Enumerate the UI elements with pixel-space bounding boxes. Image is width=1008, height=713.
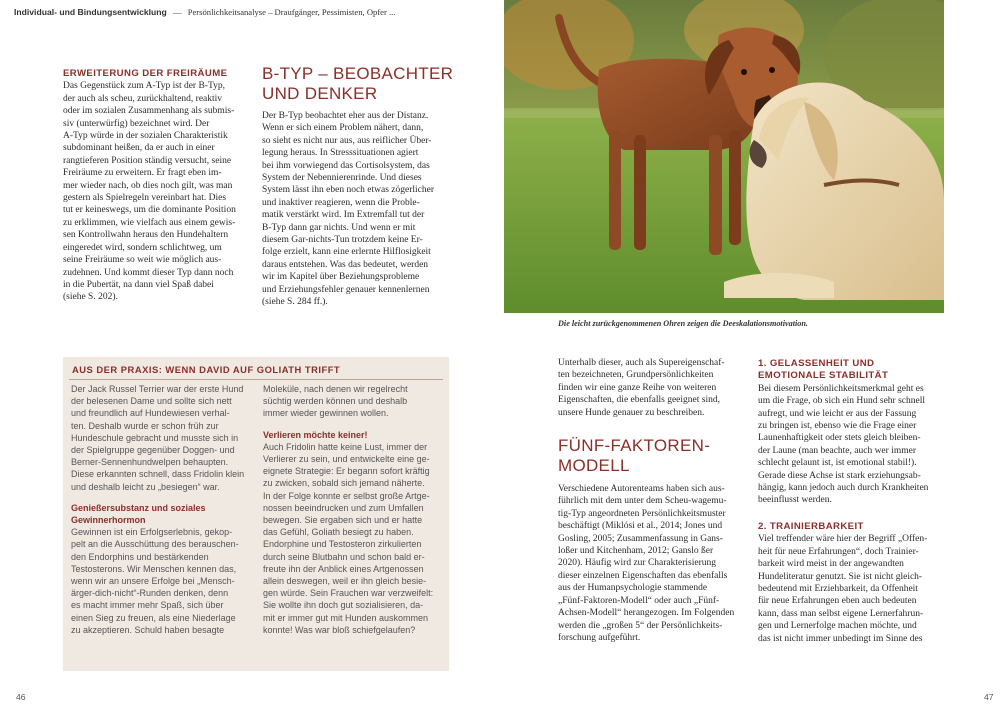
text-line: für neue Erfahrungen eben auch bedeuten [758,596,917,607]
text-line: und deshalb leicht zu „besiegen“ war. [71,481,220,492]
text-line: dieser einzelnen Eigenschaften das ebenfalls [558,570,728,581]
text-line: süchtig werden können und deshalb [263,396,408,407]
column-b-typ [262,64,454,309]
text-line: Bei diesem Persönlichkeitsmerkmal geht es [758,383,924,394]
praxis-box [63,357,449,671]
heading-gelassenheit-2: EMOTIONALE STABILITÄT [758,370,889,382]
text-line: so sieht es nicht nur aus, aus reiflicher Über- [262,135,432,146]
text-line: der auch als scheu, zurückhaltend, reaktiv [63,93,223,104]
praxis-box-intro [71,383,261,493]
text-line: matik verstärkt wird. Im Extremfall tut der [262,210,425,221]
text-line: gestern als Spielregeln vereinbart hat. Dies [63,193,227,204]
text-line: bedeutend mit Erziehbarkeit, da Offenheit [758,583,918,594]
text-line: pelt an die Ausschüttung des berauschen- [71,539,239,550]
text-line: schlecht gelaunt ist, ist emotional stabil!). [758,458,917,469]
text-line: bei ihm vorwiegend das Cortisolsystem, das [262,160,430,171]
body-freiraeume [63,80,253,303]
text-line: führlich mit dem unter dem Scheu-wagemu- [558,496,727,507]
text-line: Wenn er sich einem Problem nähert, dann, [262,123,424,134]
text-line: Gerade diese Achse ist stark erziehungsab- [758,470,921,481]
text-line: Diese erkannten schnell, dass Fridolin klein [71,469,245,480]
praxis-box-title: AUS DER PRAXIS: WENN DAVID AUF GOLIATH TRIFFT [72,364,341,375]
text-line: ten bezeichneten, Grundpersönlichkeiten [558,370,714,381]
column-freiraeume [63,68,253,304]
text-line: „Fünf-Faktoren-Modell“ oder auch „Fünf- [558,595,720,606]
body-b-typ [262,110,454,309]
text-line: heit für neue Erfahrungen“, doch Trainier- [758,546,919,557]
text-line: zu bringen ist, ebenso wie die Frage einer [758,421,917,432]
text-line: tig-Typ angeordneten Persönlichkeitsmuster [558,508,726,519]
body-intro [558,357,752,419]
text-line: eingeredet wird, sondern schlichtweg, um [63,242,222,253]
text-line: sen Kontrollwahn heraus den Hundehaltern [63,230,229,241]
heading-b-typ-1: B-TYP – BEOBACHTER [262,64,454,83]
text-line: konnte! Was war bloß schiefgelaufen? [263,624,416,635]
text-line: das Gefühl, Goliath besiegt zu haben. [263,527,414,538]
text-line: legung heraus. In Stresssituationen agiert [262,148,419,159]
text-line: System lässt ihn eben noch etwas zögerlicher [262,185,435,196]
text-line: wir im Kapitel über Beziehungsprobleme [262,272,420,283]
heading-fuenf-faktoren-1: FÜNF-FAKTOREN- [558,436,711,456]
text-line: B-Typ dann gar nichts. Und wenn er mit [262,222,416,233]
text-line: durch seine Blutbahn und schon bald er- [263,551,425,562]
text-line: in die Pubertät, na dann viel Spaß dabei [63,279,214,290]
text-line: (siehe S. 284 ff.). [262,297,328,308]
running-head-dash: — [172,7,182,17]
praxis-box-text-2 [263,383,445,420]
text-line: wenn wir an unsere Erfolge bei „Mensch- [71,576,235,587]
praxis-box-text-3 [263,441,445,636]
text-line: um die Frage, ob sich ein Hund sehr schnell [758,396,926,407]
text-line: immer wieder gewinnen wollen. [263,408,389,419]
text-line: Launenhaftigkeit oder stets gleich bleiben- [758,433,921,444]
text-line: und inaktiver reagieren, wenn die Proble- [262,197,420,208]
text-line: den Endorphins und bestärkenden [71,551,209,562]
text-line: subdominant heißen, da er auch in einer [63,143,215,154]
text-line: Der Jack Russel Terrier war der erste Hund [71,384,244,394]
praxis-box-rule [69,379,443,380]
text-line: Verschiedene Autorenteams haben sich aus- [558,484,725,495]
column-fuenf-faktoren [558,357,752,644]
text-line: A-Typ würde in der sozialen Charakteristik [63,131,228,142]
praxis-box-col1 [71,383,261,636]
text-line: System der Nebennierenrinde. Und dieses [262,173,422,184]
text-line: siv (unterwürfig) bezeichnet wird. Der [63,118,210,129]
text-line: Gosling, 2005; Zusammenfassung in Gans- [558,533,723,544]
dogs-photo [504,0,944,313]
body-fuenf-faktoren [558,483,752,644]
text-line: nossen beeindrucken und zum Umfallen [263,502,424,513]
text-line: tut er keineswegs, um die dominante Position [63,205,236,216]
praxis-box-col2 [263,383,445,636]
text-line: barkeit wird meist in der angewandten [758,559,904,570]
heading-fuenf-faktoren-2: MODELL [558,456,630,476]
text-line: allein deswegen, weil er ihn gleich besie- [263,576,427,587]
text-line: finden wir eine ganze Reihe von weiteren [558,382,717,393]
text-line: beschäftigt (Miklósi et al., 2014; Jones und [558,521,723,532]
text-line: Eigenschaften, die ebenfalls geeignet sind, [558,395,720,406]
page-number-left: 46 [16,692,26,702]
text-line: zu akzeptieren. Schuld haben besagte [71,624,225,635]
text-line: Testosterons. Wir Menschen kennen das, [71,563,237,574]
text-line: Endorphine und Testosteron zirkulierten [263,539,422,550]
body-trainierbarkeit [758,533,948,645]
text-line: Auch Fridolin hatte keine Lust, immer der [263,441,428,452]
text-line: 2020). Häufig wird zur Charakterisierung [558,558,717,569]
text-line: mit er immer gut mit Hunden auskommen [263,612,429,623]
text-line: gen würde. Sein Frauchen war verzweifelt: [263,588,434,599]
text-line: Moleküle, nach denen wir regelrecht [263,384,408,394]
text-line: einen Sieg zu freuen, als eine Niederlage [71,612,236,623]
text-line: ten. Deshalb wurde er schon früh zur [71,420,219,431]
text-line: zudehnen. Und kommt dieser Typ dann noch [63,267,234,278]
running-head [14,7,395,17]
text-line: hängig, kann jedoch auch durch Krankheiten [758,483,929,494]
text-line: beeinflusst werden. [758,495,832,506]
text-line: es macht immer mehr Spaß, sich über [71,600,224,611]
text-line: bewegen. Sie ergaben sich und er hatte [263,515,423,526]
dogs-illustration [504,0,944,313]
text-line: seine Freiräume so weit wie möglich aus- [63,255,222,266]
text-line: Verlierer zu sein, und entwickelte eine ge- [263,454,430,465]
text-line: Achsen-Modell“ herangezogen. Im Folgenden [558,608,735,619]
heading-gelassenheit-1: 1. GELASSENHEIT UND [758,358,875,369]
page-number-right: 47 [984,692,994,702]
text-line: werden die „großen 5“ der Persönlichkeits- [558,620,723,631]
text-line: In der Folge konnte er selbst große Artge- [263,490,430,501]
text-line: diesem Gar-nichts-Tun trotzdem keine Er- [262,235,423,246]
text-line: Der B-Typ beobachtet eher aus der Distanz. [262,111,429,121]
text-line: Sie wollte ihn doch gut sozialisieren, da- [263,600,424,611]
text-line: forschung aufgeführt. [558,632,641,643]
right-page [504,0,1008,713]
praxis-subheading-1b: Gewinnerhormon [71,515,146,526]
column-merkmale [758,358,948,645]
running-head-section: Individual- und Bindungsentwicklung [14,7,167,17]
text-line: Hundeliteratur genutzt. Sie ist nicht gleich- [758,571,923,582]
text-line: der Laune (man beachte, auch wer immer [758,445,916,456]
text-line: loßer und Kitchenham, 2012; Ganslo ßer [558,546,714,557]
photo-caption: Die leicht zurückgenommenen Ohren zeigen die Deeskalationsmotivation. [558,319,808,328]
body-gelassenheit [758,383,948,507]
running-head-topic: Persönlichkeitsanalyse – Draufgänger, Pessimisten, Opfer ... [187,7,396,17]
text-line: Das Gegenstück zum A-Typ ist der B-Typ, [63,81,225,92]
text-line: unsere Hunde genauer zu beschreiben. [558,407,705,418]
text-line: zu zwicken, sobald sich jemand näherte. [263,478,425,489]
text-line: eignete Strategie: Er begann sofort kräftig [263,466,430,477]
text-line: aufregt, und wie leicht er aus der Fassung [758,408,917,419]
heading-trainierbarkeit: 2. TRAINIERBARKEIT [758,520,864,532]
text-line: daraus entstehen. Was das bedeutet, werden [262,259,429,270]
text-line: gen und Lernerfolge machen möchte, und [758,621,917,632]
praxis-subheading-2: Verlieren möchte keiner! [263,429,368,440]
text-line: freute ihn der Anblick eines Artgenossen [263,563,424,574]
text-line: der Spielgruppe gegenüber Doggen- und [71,445,235,456]
text-line: und freundlich auf Hundewiesen verhal- [71,408,230,419]
text-line: Freiräume zu erweitern. Er fragt eben im- [63,168,222,179]
text-line: der belesenen Dame und sollte sich nett [71,396,232,407]
text-line: Berner-Sennenhundwelpen behaupten. [71,457,229,468]
text-line: rangtieferen Position ständig versucht, seine [63,155,232,166]
text-line: Viel treffender wäre hier der Begriff „Offen- [758,534,928,545]
text-line: Gewinnen ist ein Erfolgserlebnis, gekop- [71,527,233,538]
text-line: Unterhalb dieser, auch als Supereigenschaf- [558,358,725,368]
text-line: das ist nicht immer unbedingt im Sinne des [758,633,923,644]
text-line: (siehe S. 202). [63,292,118,303]
heading-freiraeume: ERWEITERUNG DER FREIRÄUME [63,68,228,79]
praxis-subheading-1a: Genießersubstanz und soziales [71,502,206,513]
text-line: Hundeschule gebracht und musste sich in [71,432,239,443]
text-line: ärger-dich-nicht“-Runden denken, denn [71,588,229,599]
text-line: oder im sozialen Zusammenhang als submis- [63,106,235,117]
text-line: mer wieder nach, ob dies noch gilt, was man [63,180,233,191]
text-line: und Erziehungsfehler genauer kennenlernen [262,284,430,295]
text-line: folge erzielt, kann eine erlernte Hilflosigkeit [262,247,431,258]
heading-b-typ-2: UND DENKER [262,84,378,103]
text-line: kann, dass man selbst eigene Lernerfahrun- [758,608,924,619]
text-line: aus der Humanpsychologie stammende [558,583,708,594]
praxis-box-text-1 [71,526,261,636]
text-line: zu erklimmen, wie vielfach aus einem gewis- [63,217,236,228]
